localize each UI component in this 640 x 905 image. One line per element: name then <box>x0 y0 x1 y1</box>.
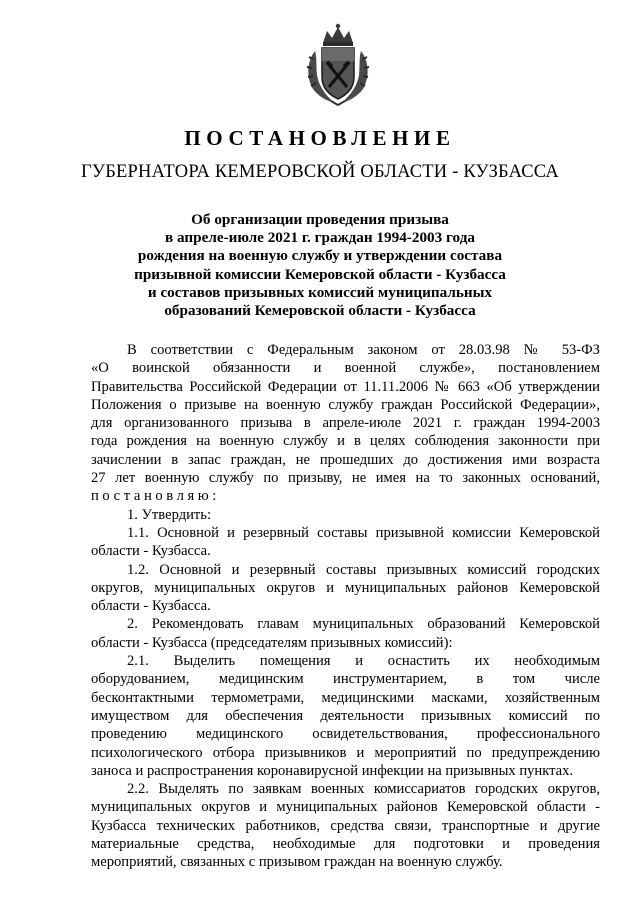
body-line: мероприятий, связанных с призывом граждан на военную службу. <box>91 854 503 871</box>
body-line: округов, муниципальных округов и муниципальных районов Кемеровской <box>91 579 600 596</box>
body-line-resolve: постановляю: <box>91 488 220 505</box>
kemerovo-coat-of-arms-icon <box>301 21 375 107</box>
document-body <box>91 341 600 872</box>
body-line: 27 лет военную службу по призыву, не имея на то законных оснований, <box>91 470 600 487</box>
body-line: оборудованием, медицинским инструментарием, в том числе <box>91 671 600 688</box>
body-line: В соответствии с Федеральным законом от 28.03.98 № 53-ФЗ <box>127 342 600 358</box>
heading-line: рождения на военную службу и утверждении состава <box>137 247 503 265</box>
body-line: области - Кузбасса. <box>91 543 211 560</box>
body-line: 2.1. Выделить помещения и оснастить их необходимым <box>127 653 600 670</box>
heading-line: и составов призывных комиссий муниципальных <box>147 283 493 301</box>
body-line: зачислении в запас граждан, не прошедших до достижения ими возраста <box>91 451 600 468</box>
body-line: психологического отбора призывников и мероприятий по предупреждению <box>91 744 600 761</box>
document-issuer: ГУБЕРНАТОРА КЕМЕРОВСКОЙ ОБЛАСТИ - КУЗБАССА <box>81 162 559 182</box>
heading-line: в апреле-июле 2021 г. граждан 1994-2003 года <box>165 229 475 247</box>
document-title: ПОСТАНОВЛЕНИЕ <box>184 126 456 150</box>
body-line: 2.2. Выделять по заявкам военных комиссариатов городских округов, <box>127 781 600 798</box>
body-line: Положения о призыве на военную службу граждан Российской Федерации», <box>91 396 600 413</box>
heading-line: образований Кемеровской области - Кузбасса <box>164 302 476 320</box>
body-line: муниципальных округов и муниципальных районов Кемеровской области - <box>91 799 600 816</box>
body-line: области - Кузбасса. <box>91 598 211 615</box>
body-line: 1.1. Основной и резервный составы призывной комиссии Кемеровской <box>127 524 600 541</box>
body-line: 1. Утвердить: <box>127 506 212 523</box>
body-line: года рождения на военную службу и в целях соблюдения законности при <box>91 433 600 450</box>
body-line: бесконтактными термометрами, медицинскими масками, хозяйственным <box>91 689 600 706</box>
body-line: материальные средства, необходимые для подготовки и проведения <box>91 836 600 853</box>
body-line: «О воинской обязанности и военной службе», постановлением <box>91 360 600 377</box>
document-heading <box>120 211 520 320</box>
heading-line: призывной комиссии Кемеровской области - Кузбасса <box>134 265 506 283</box>
heading-line: Об организации проведения призыва <box>191 211 449 228</box>
body-line: заноса и распространения коронавирусной инфекции на призывных пунктах. <box>91 762 574 779</box>
body-line: Кузбасса технических работников, средства связи, транспортные и другие <box>91 817 600 834</box>
body-line: 2. Рекомендовать главам муниципальных образований Кемеровской <box>127 616 600 633</box>
body-line: области - Кузбасса (председателям призывных комиссий): <box>91 634 453 651</box>
body-line: для организованного призыва в апреле-июле 2021 г. граждан 1994-2003 <box>91 415 600 432</box>
body-line: 1.2. Основной и резервный составы призывных комиссий городских <box>127 561 600 578</box>
body-line: проведению медицинского освидетельствования, профессионального <box>91 726 600 743</box>
body-line: имуществом для обеспечения деятельности призывных комиссий по <box>91 707 600 724</box>
body-line: Правительства Российской Федерации от 11.11.2006 № 663 «Об утверждении <box>91 378 600 395</box>
